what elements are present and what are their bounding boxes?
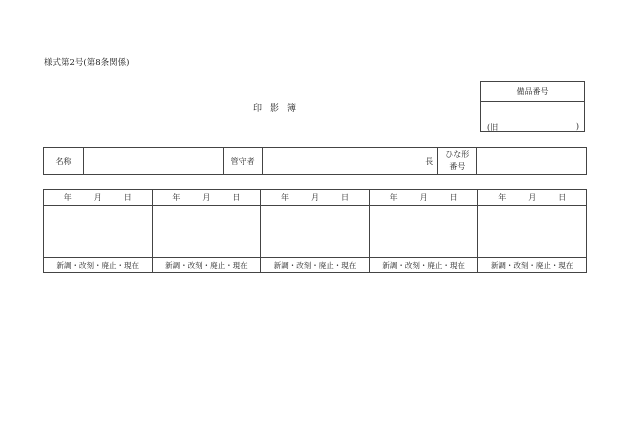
seal-impression-cell[interactable] [152,206,261,258]
year-label: 年 [63,193,72,202]
seal-impression-cell[interactable] [44,206,153,258]
status-cell: 新調・改刻・廃止・現在 [152,258,261,273]
old-number-suffix: ) [575,122,579,131]
day-label: 日 [558,193,567,202]
year-label: 年 [172,193,181,202]
year-label: 年 [498,193,507,202]
old-number-prefix: (旧 [487,123,499,132]
title-char: 簿 [287,104,297,114]
records-table [43,189,587,273]
status-cell: 新調・改刻・廃止・現在 [44,258,153,273]
info-table [43,147,587,175]
year-label: 年 [389,193,398,202]
status-cell: 新調・改刻・廃止・現在 [478,258,587,273]
day-label: 日 [449,193,458,202]
hinagata-label-line1: ひな形 [445,150,470,159]
date-cell [152,190,261,206]
hinagata-label-line2: 番号 [449,162,466,171]
page-title [253,101,296,114]
day-label: 日 [232,193,241,202]
month-label: 月 [528,193,537,202]
equipment-number-label: 備品番号 [481,82,584,102]
date-cell [369,190,478,206]
seal-impression-cell[interactable] [369,206,478,258]
manager-label: 管守者 [223,148,262,175]
chief-label: 長 [425,156,434,166]
date-cell [261,190,370,206]
day-label: 日 [123,193,132,202]
hinagata-number-field[interactable] [477,148,587,175]
date-cell [478,190,587,206]
date-cell [44,190,153,206]
seal-impression-cell[interactable] [261,206,370,258]
month-label: 月 [310,193,319,202]
day-label: 日 [340,193,349,202]
equipment-number-box [480,81,585,132]
name-label: 名称 [44,148,84,175]
form-number: 様式第2号(第8条関係) [44,58,130,68]
name-field[interactable] [83,148,223,175]
month-label: 月 [202,193,211,202]
status-cell: 新調・改刻・廃止・現在 [369,258,478,273]
month-label: 月 [93,193,102,202]
seal-impression-cell[interactable] [478,206,587,258]
title-char: 印 [253,104,263,114]
title-char: 影 [270,104,280,114]
month-label: 月 [419,193,428,202]
status-cell: 新調・改刻・廃止・現在 [261,258,370,273]
year-label: 年 [280,193,289,202]
hinagata-number-label [438,148,477,175]
manager-field[interactable] [262,148,438,175]
